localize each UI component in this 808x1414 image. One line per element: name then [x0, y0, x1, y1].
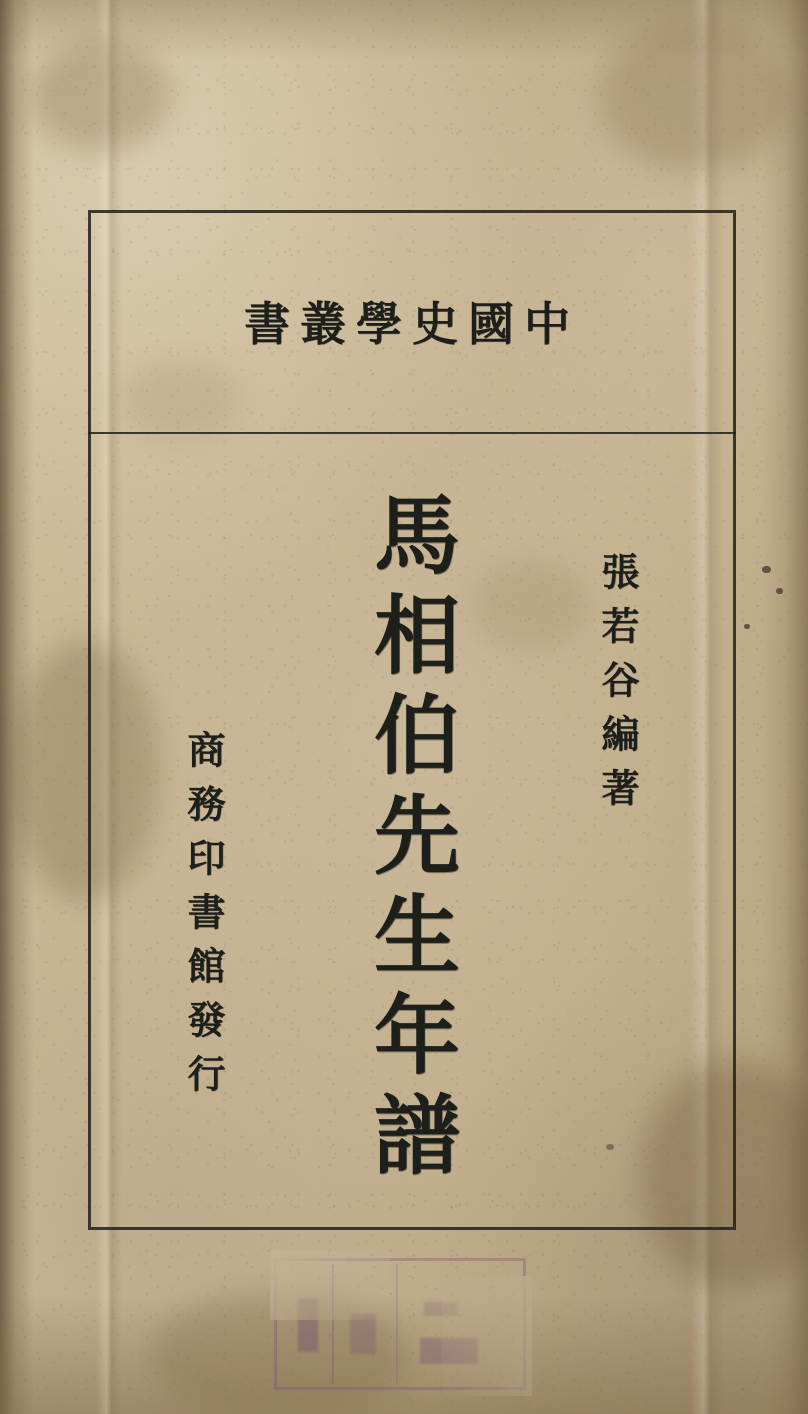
stamp-fade-right — [442, 1276, 532, 1396]
ink-fleck-3 — [744, 624, 750, 629]
stamp-fade-topleft — [270, 1250, 390, 1320]
stamp-divider-2 — [396, 1264, 398, 1384]
paper-stain-topleft — [30, 40, 170, 150]
ink-fleck-1 — [762, 566, 771, 573]
paper-top-edge-shadow — [0, 0, 808, 60]
book-main-title: 馬相伯先生年譜 — [359, 490, 460, 1190]
book-publisher: 商務印書館發行 — [181, 730, 226, 1108]
cover-frame-divider — [88, 432, 736, 434]
library-ink-stamp — [274, 1258, 526, 1390]
book-author: 張若谷編著 — [595, 552, 640, 822]
paper-stain-topright — [600, 20, 790, 170]
ink-fleck-2 — [776, 588, 783, 594]
stamp-blot-2 — [350, 1314, 376, 1354]
paper-right-edge-shadow — [762, 0, 808, 1414]
series-title: 中國史學叢書 — [244, 297, 580, 351]
paper-left-edge-shadow — [0, 0, 34, 1414]
